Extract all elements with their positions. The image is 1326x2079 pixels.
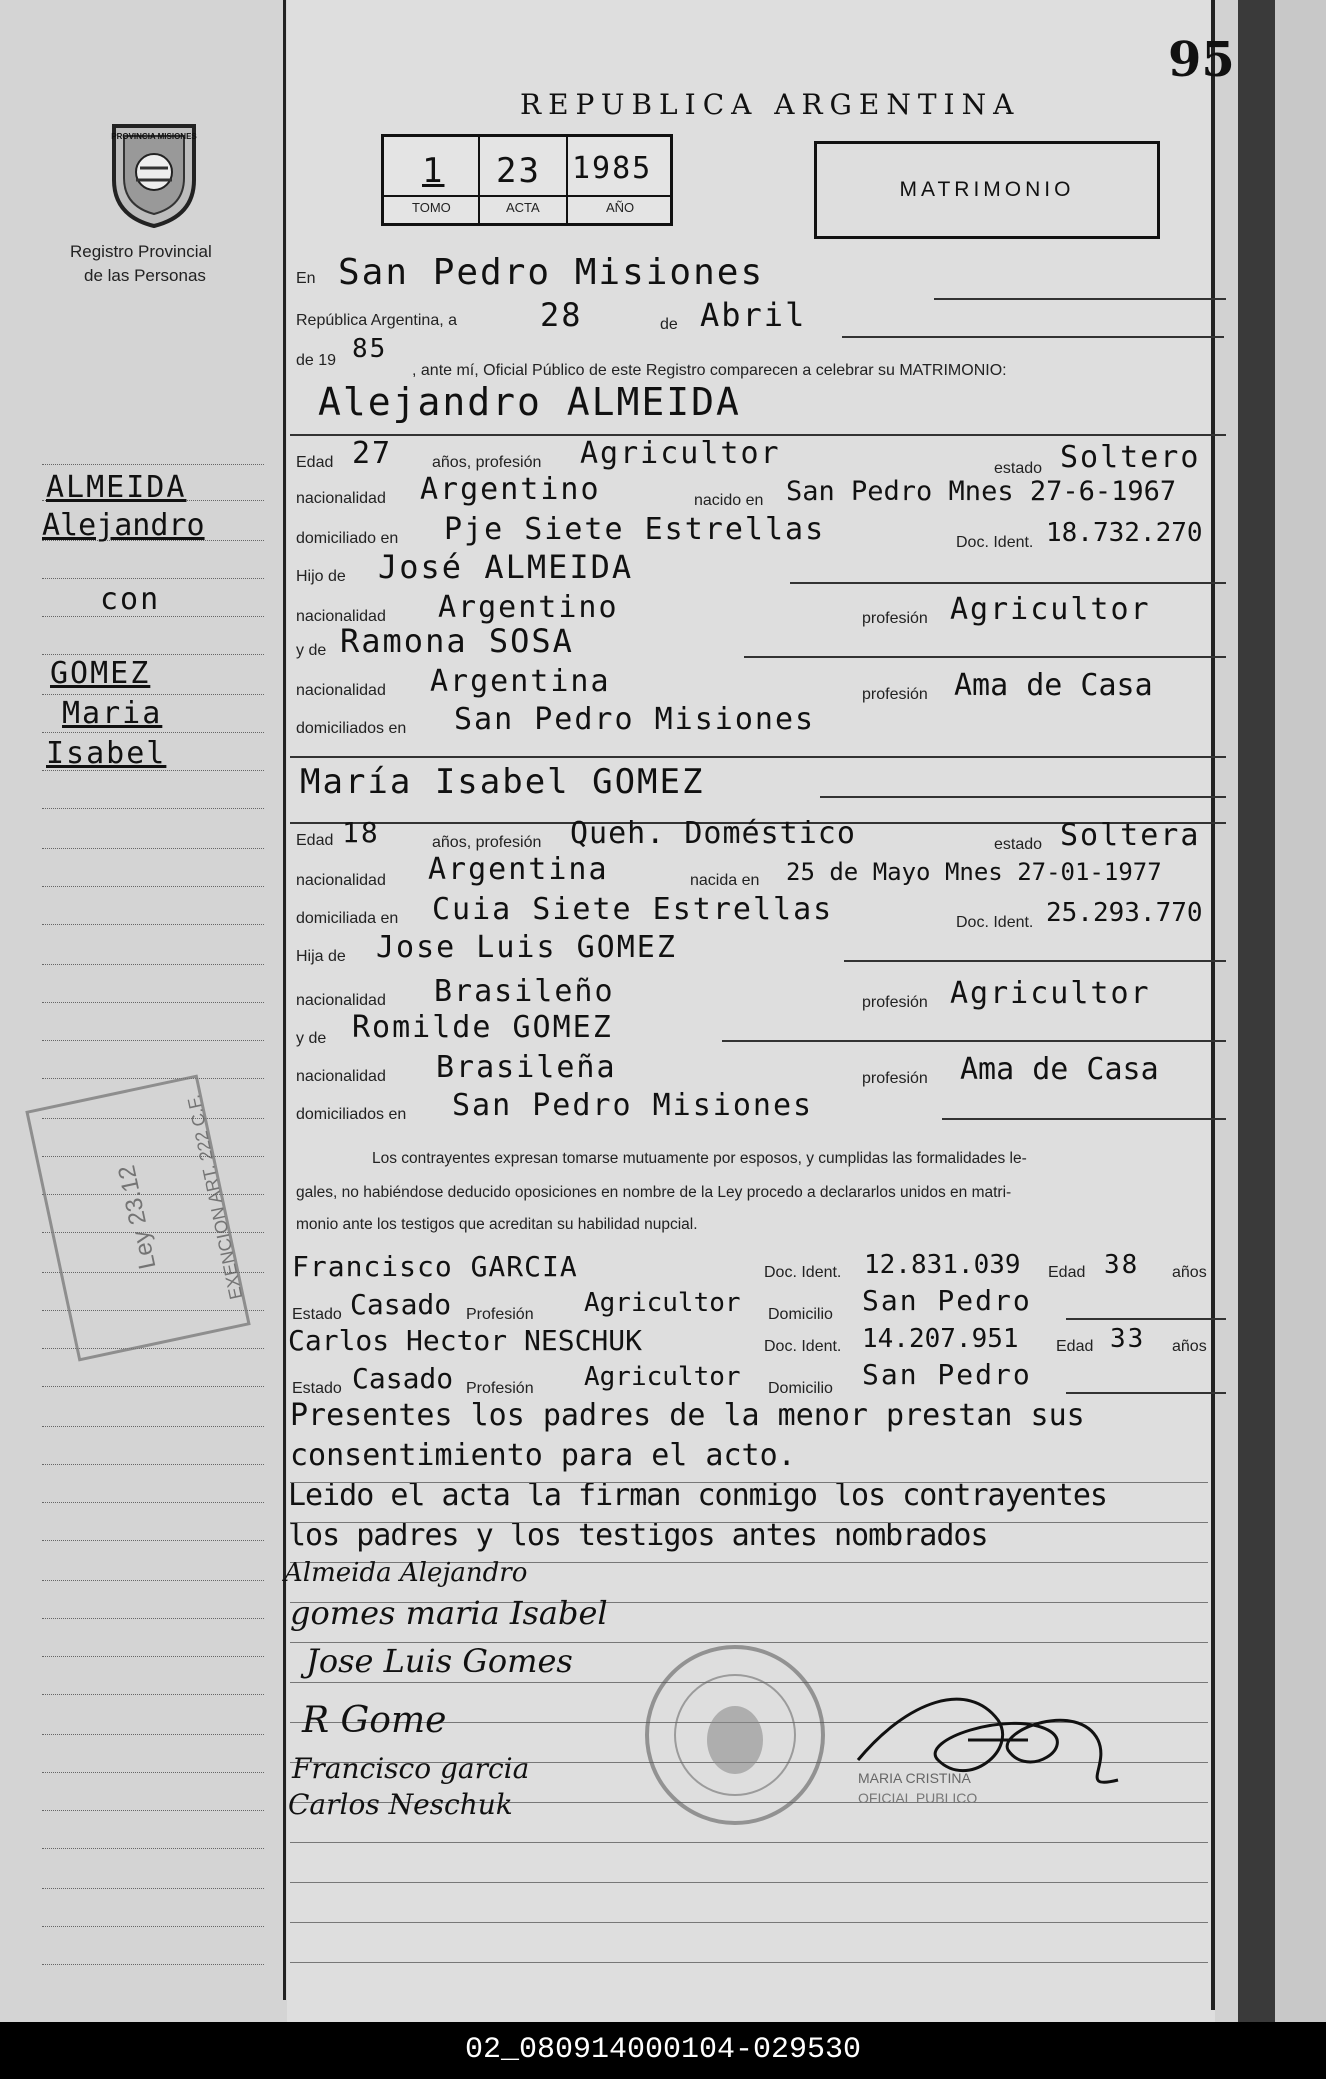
groom-hijo-label: Hijo de — [296, 568, 346, 585]
registry-name-line1: Registro Provincial — [70, 242, 212, 261]
bride-mother-nationality: Brasileña — [436, 1050, 617, 1085]
declaration-line3: monio ante los testigos que acreditan su habilidad nupcial. — [296, 1216, 698, 1233]
bride-mother-prof-label: profesión — [862, 1070, 928, 1087]
ano-value: 1985 — [572, 151, 653, 186]
ano-label: AÑO — [606, 200, 635, 215]
record-number-box — [381, 134, 673, 226]
round-official-seal-icon — [640, 1640, 830, 1830]
page-edge — [1275, 0, 1326, 2022]
witness1-dom-label: Domicilio — [768, 1306, 833, 1323]
groom-age: 27 — [352, 436, 393, 471]
bride-mother-nac-label: nacionalidad — [296, 1068, 386, 1085]
declaration-line2: gales, no habiéndose deducido oposiciones en nombre de la Ley procedo a declararlos unidos en matri- — [296, 1184, 1012, 1201]
witness2-address: San Pedro — [862, 1358, 1032, 1391]
margin-firstname-groom: Alejandro — [42, 508, 205, 543]
signature-bride: gomes maria Isabel — [290, 1594, 608, 1632]
witness2-profession: Agricultor — [584, 1362, 741, 1392]
margin-surname-bride: GOMEZ — [50, 656, 151, 691]
bride-nationality: Argentina — [428, 852, 609, 887]
notes-line1: Presentes los padres de la menor prestan sus — [290, 1398, 1085, 1433]
witness1-doc-label: Doc. Ident. — [764, 1264, 842, 1281]
groom-mother: Ramona SOSA — [340, 622, 574, 660]
official-stamp-line1: MARIA CRISTINA — [858, 1770, 971, 1786]
declaration-intro: , ante mí, Oficial Público de este Registro comparecen a celebrar su MATRIMONIO: — [412, 362, 1007, 379]
official-stamp-line2: OFICIAL PUBLICO — [858, 1790, 978, 1806]
notes-line4: los padres y los testigos antes nombrados — [288, 1518, 988, 1553]
bride-parents-dom-label: domiciliados en — [296, 1106, 407, 1123]
witness2-dom-label: Domicilio — [768, 1380, 833, 1397]
witness2-doc-label: Doc. Ident. — [764, 1338, 842, 1355]
groom-nacido-label: nacido en — [694, 492, 764, 509]
bride-birth: 25 de Mayo Mnes 27-01-1977 — [786, 858, 1162, 886]
witness2-edad-label: Edad — [1056, 1338, 1094, 1355]
signature-witness2: Carlos Neschuk — [288, 1788, 513, 1821]
bride-edad-label: Edad — [296, 832, 334, 849]
groom-father-nac-label: nacionalidad — [296, 608, 386, 625]
bride-nacida-label: nacida en — [690, 872, 760, 889]
scan-footer: 02_080914000104-029530 — [0, 2022, 1326, 2079]
groom-mother-nac-label: nacionalidad — [296, 682, 386, 699]
marriage-place: San Pedro Misiones — [338, 252, 765, 293]
signature-bride-mother: R Gome — [302, 1700, 447, 1741]
bride-address: Cuia Siete Estrellas — [432, 892, 834, 927]
document-type-box — [814, 141, 1160, 239]
margin-middlename-bride: Isabel — [46, 736, 167, 771]
witness2-age: 33 — [1110, 1324, 1146, 1354]
witness1-name: Francisco GARCIA — [292, 1250, 578, 1283]
exemption-stamp-law: Ley 23.12 — [113, 1162, 162, 1272]
seal-text: PROVINCIA MISIONES — [111, 132, 197, 141]
groom-father-profession: Agricultor — [950, 592, 1151, 627]
witness1-edad-label: Edad — [1048, 1264, 1086, 1281]
tomo-value: 1 — [422, 151, 445, 191]
margin-firstname-bride: Maria — [62, 696, 163, 731]
de-label: de — [660, 316, 678, 333]
marriage-month: Abril — [700, 296, 807, 334]
signature-bride-father: Jose Luis Gomes — [306, 1642, 573, 1680]
witness2-civil-status: Casado — [352, 1362, 454, 1395]
groom-nac-label: nacionalidad — [296, 490, 386, 507]
groom-yde-label: y de — [296, 642, 327, 659]
witness1-doc: 12.831.039 — [864, 1250, 1021, 1280]
republica-label: República Argentina, a — [296, 312, 457, 329]
exemption-stamp-article: EXENCION ART. 222 C.F. — [183, 1092, 247, 1302]
groom-estado-label: estado — [994, 460, 1043, 477]
witness2-anos-label: años — [1172, 1338, 1207, 1355]
groom-mother-prof-label: profesión — [862, 686, 928, 703]
marriage-year: 85 — [352, 334, 388, 364]
bride-mother-profession: Ama de Casa — [960, 1052, 1159, 1087]
bride-civil-status: Soltera — [1060, 818, 1201, 853]
witness1-civil-status: Casado — [350, 1288, 452, 1321]
groom-birth: San Pedro Mnes 27-6-1967 — [786, 476, 1177, 507]
bride-mother: Romilde GOMEZ — [352, 1010, 613, 1045]
witness1-profession: Agricultor — [584, 1288, 741, 1318]
witness2-prof-label: Profesión — [466, 1380, 534, 1397]
page-number: 95 — [1168, 32, 1235, 88]
groom-profesion-label: años, profesión — [432, 454, 542, 471]
groom-edad-label: Edad — [296, 454, 334, 471]
groom-profession: Agricultor — [580, 436, 781, 471]
groom-doc: 18.732.270 — [1046, 518, 1203, 548]
groom-address: Pje Siete Estrellas — [444, 512, 826, 547]
groom-father: José ALMEIDA — [378, 548, 634, 586]
left-margin-column — [0, 0, 287, 2022]
declaration-line1: Los contrayentes expresan tomarse mutuamente por esposos, y cumplidas las formalidades le- — [372, 1150, 1027, 1167]
acta-value: 23 — [496, 151, 541, 191]
witness1-address: San Pedro — [862, 1284, 1032, 1317]
bride-profesion-label: años, profesión — [432, 834, 542, 851]
bride-father-nationality: Brasileño — [434, 974, 615, 1009]
acta-label: ACTA — [506, 200, 540, 215]
notes-line2: consentimiento para el acto. — [290, 1438, 796, 1473]
witness1-prof-label: Profesión — [466, 1306, 534, 1323]
witness1-age: 38 — [1104, 1250, 1140, 1280]
bride-profession: Queh. Doméstico — [570, 816, 856, 851]
bride-nac-label: nacionalidad — [296, 872, 386, 889]
registry-name-line2: de las Personas — [84, 266, 206, 285]
country-title: REPUBLICA ARGENTINA — [520, 88, 1021, 121]
bride-doc: 25.293.770 — [1046, 898, 1203, 928]
bride-dom-label: domiciliada en — [296, 910, 399, 927]
groom-father-prof-label: profesión — [862, 610, 928, 627]
groom-doc-label: Doc. Ident. — [956, 534, 1034, 551]
bride-father-nac-label: nacionalidad — [296, 992, 386, 1009]
signature-witness1: Francisco garcia — [292, 1752, 530, 1785]
bride-yde-label: y de — [296, 1030, 327, 1047]
witness2-estado-label: Estado — [292, 1380, 342, 1397]
groom-mother-profession: Ama de Casa — [954, 668, 1153, 703]
groom-father-nationality: Argentino — [438, 590, 619, 625]
margin-surname-groom: ALMEIDA — [46, 470, 187, 505]
bride-father-prof-label: profesión — [862, 994, 928, 1011]
signature-groom: Almeida Alejandro — [284, 1558, 528, 1588]
bride-name: María Isabel GOMEZ — [300, 762, 705, 802]
groom-nationality: Argentino — [420, 472, 601, 507]
bride-doc-label: Doc. Ident. — [956, 914, 1034, 931]
witness1-estado-label: Estado — [292, 1306, 342, 1323]
marriage-day: 28 — [540, 296, 583, 334]
en-label: En — [296, 270, 316, 287]
bride-father: Jose Luis GOMEZ — [376, 930, 677, 965]
margin-con: con — [100, 582, 161, 617]
groom-parents-dom-label: domiciliados en — [296, 720, 407, 737]
groom-name: Alejandro ALMEIDA — [318, 380, 741, 424]
groom-civil-status: Soltero — [1060, 440, 1201, 475]
witness2-doc: 14.207.951 — [862, 1324, 1019, 1354]
groom-dom-label: domiciliado en — [296, 530, 399, 547]
bride-estado-label: estado — [994, 836, 1043, 853]
bride-father-profession: Agricultor — [950, 976, 1151, 1011]
witness2-name: Carlos Hector NESCHUK — [288, 1324, 643, 1357]
document-type: MATRIMONIO — [899, 178, 1075, 201]
bride-parents-address: San Pedro Misiones — [452, 1088, 814, 1123]
notes-line3: Leido el acta la firman conmigo los contrayentes — [288, 1478, 1107, 1513]
groom-mother-nationality: Argentina — [430, 664, 611, 699]
tomo-label: TOMO — [412, 200, 451, 215]
bride-age: 18 — [342, 816, 380, 849]
groom-parents-address: San Pedro Misiones — [454, 702, 816, 737]
witness1-anos-label: años — [1172, 1264, 1207, 1281]
bride-hija-label: Hija de — [296, 948, 346, 965]
left-rule — [283, 0, 286, 2000]
year-prefix-label: de 19 — [296, 352, 337, 369]
right-rule — [1211, 0, 1215, 2010]
